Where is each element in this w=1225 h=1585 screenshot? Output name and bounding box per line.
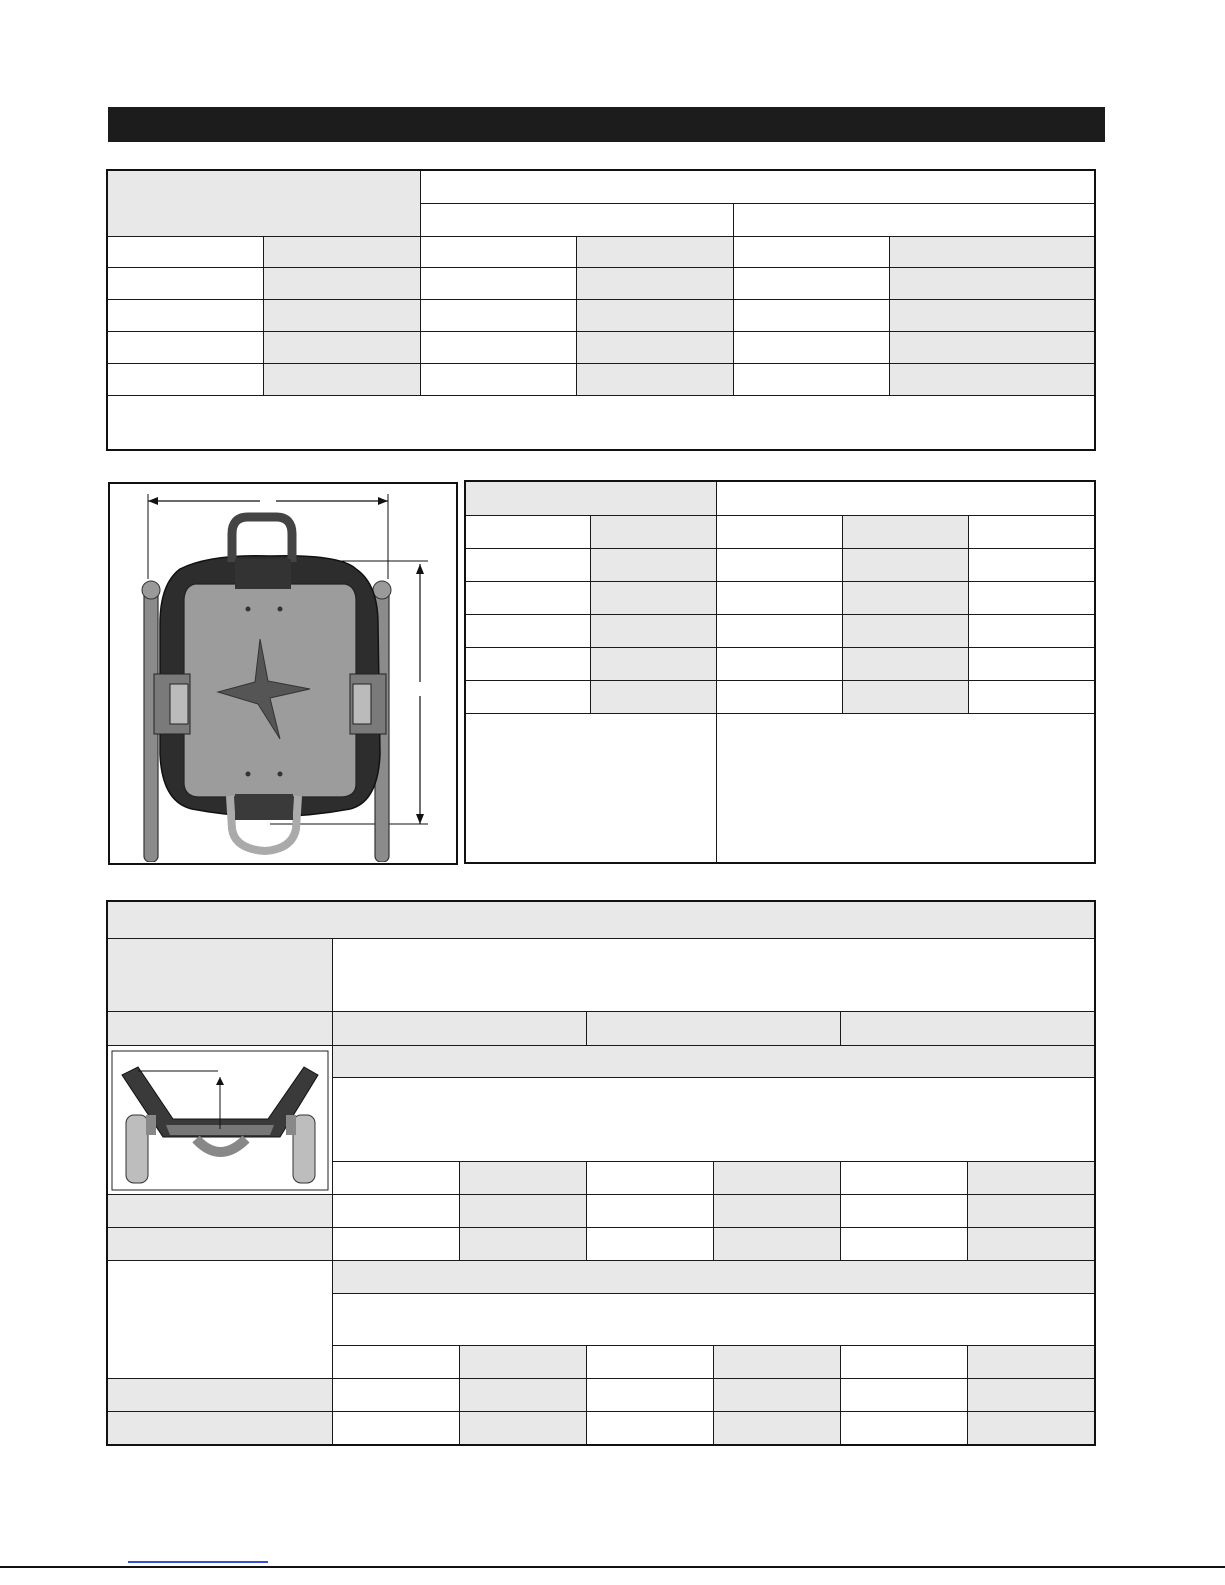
sizing-table: [107, 170, 1095, 450]
table-header-cell: [717, 482, 1095, 516]
page-bottom-rule: [0, 1566, 1225, 1568]
dimensions-notes-left: [466, 714, 717, 863]
table-header-cell: [108, 939, 333, 1012]
table-heading: [108, 902, 1095, 939]
dimensions-notes-right: [717, 714, 1095, 863]
table-header-cell: [734, 204, 1095, 237]
table-header-cell: [466, 482, 717, 516]
footer-link-underline[interactable]: [128, 1561, 268, 1563]
section-title-bar: [108, 107, 1105, 142]
backrest-cross-section-diagram: [108, 1047, 333, 1194]
table-header-cell: [108, 171, 421, 237]
backrest-figure: [108, 482, 458, 865]
cross-section-figure-cell: [108, 1046, 333, 1195]
dimensions-table: [465, 481, 1095, 863]
table-note: [108, 396, 1095, 450]
contour-table: [107, 901, 1095, 1445]
table-header-cell: [421, 204, 734, 237]
backrest-front-view-diagram: [110, 484, 455, 862]
table-header-cell: [421, 171, 1095, 204]
